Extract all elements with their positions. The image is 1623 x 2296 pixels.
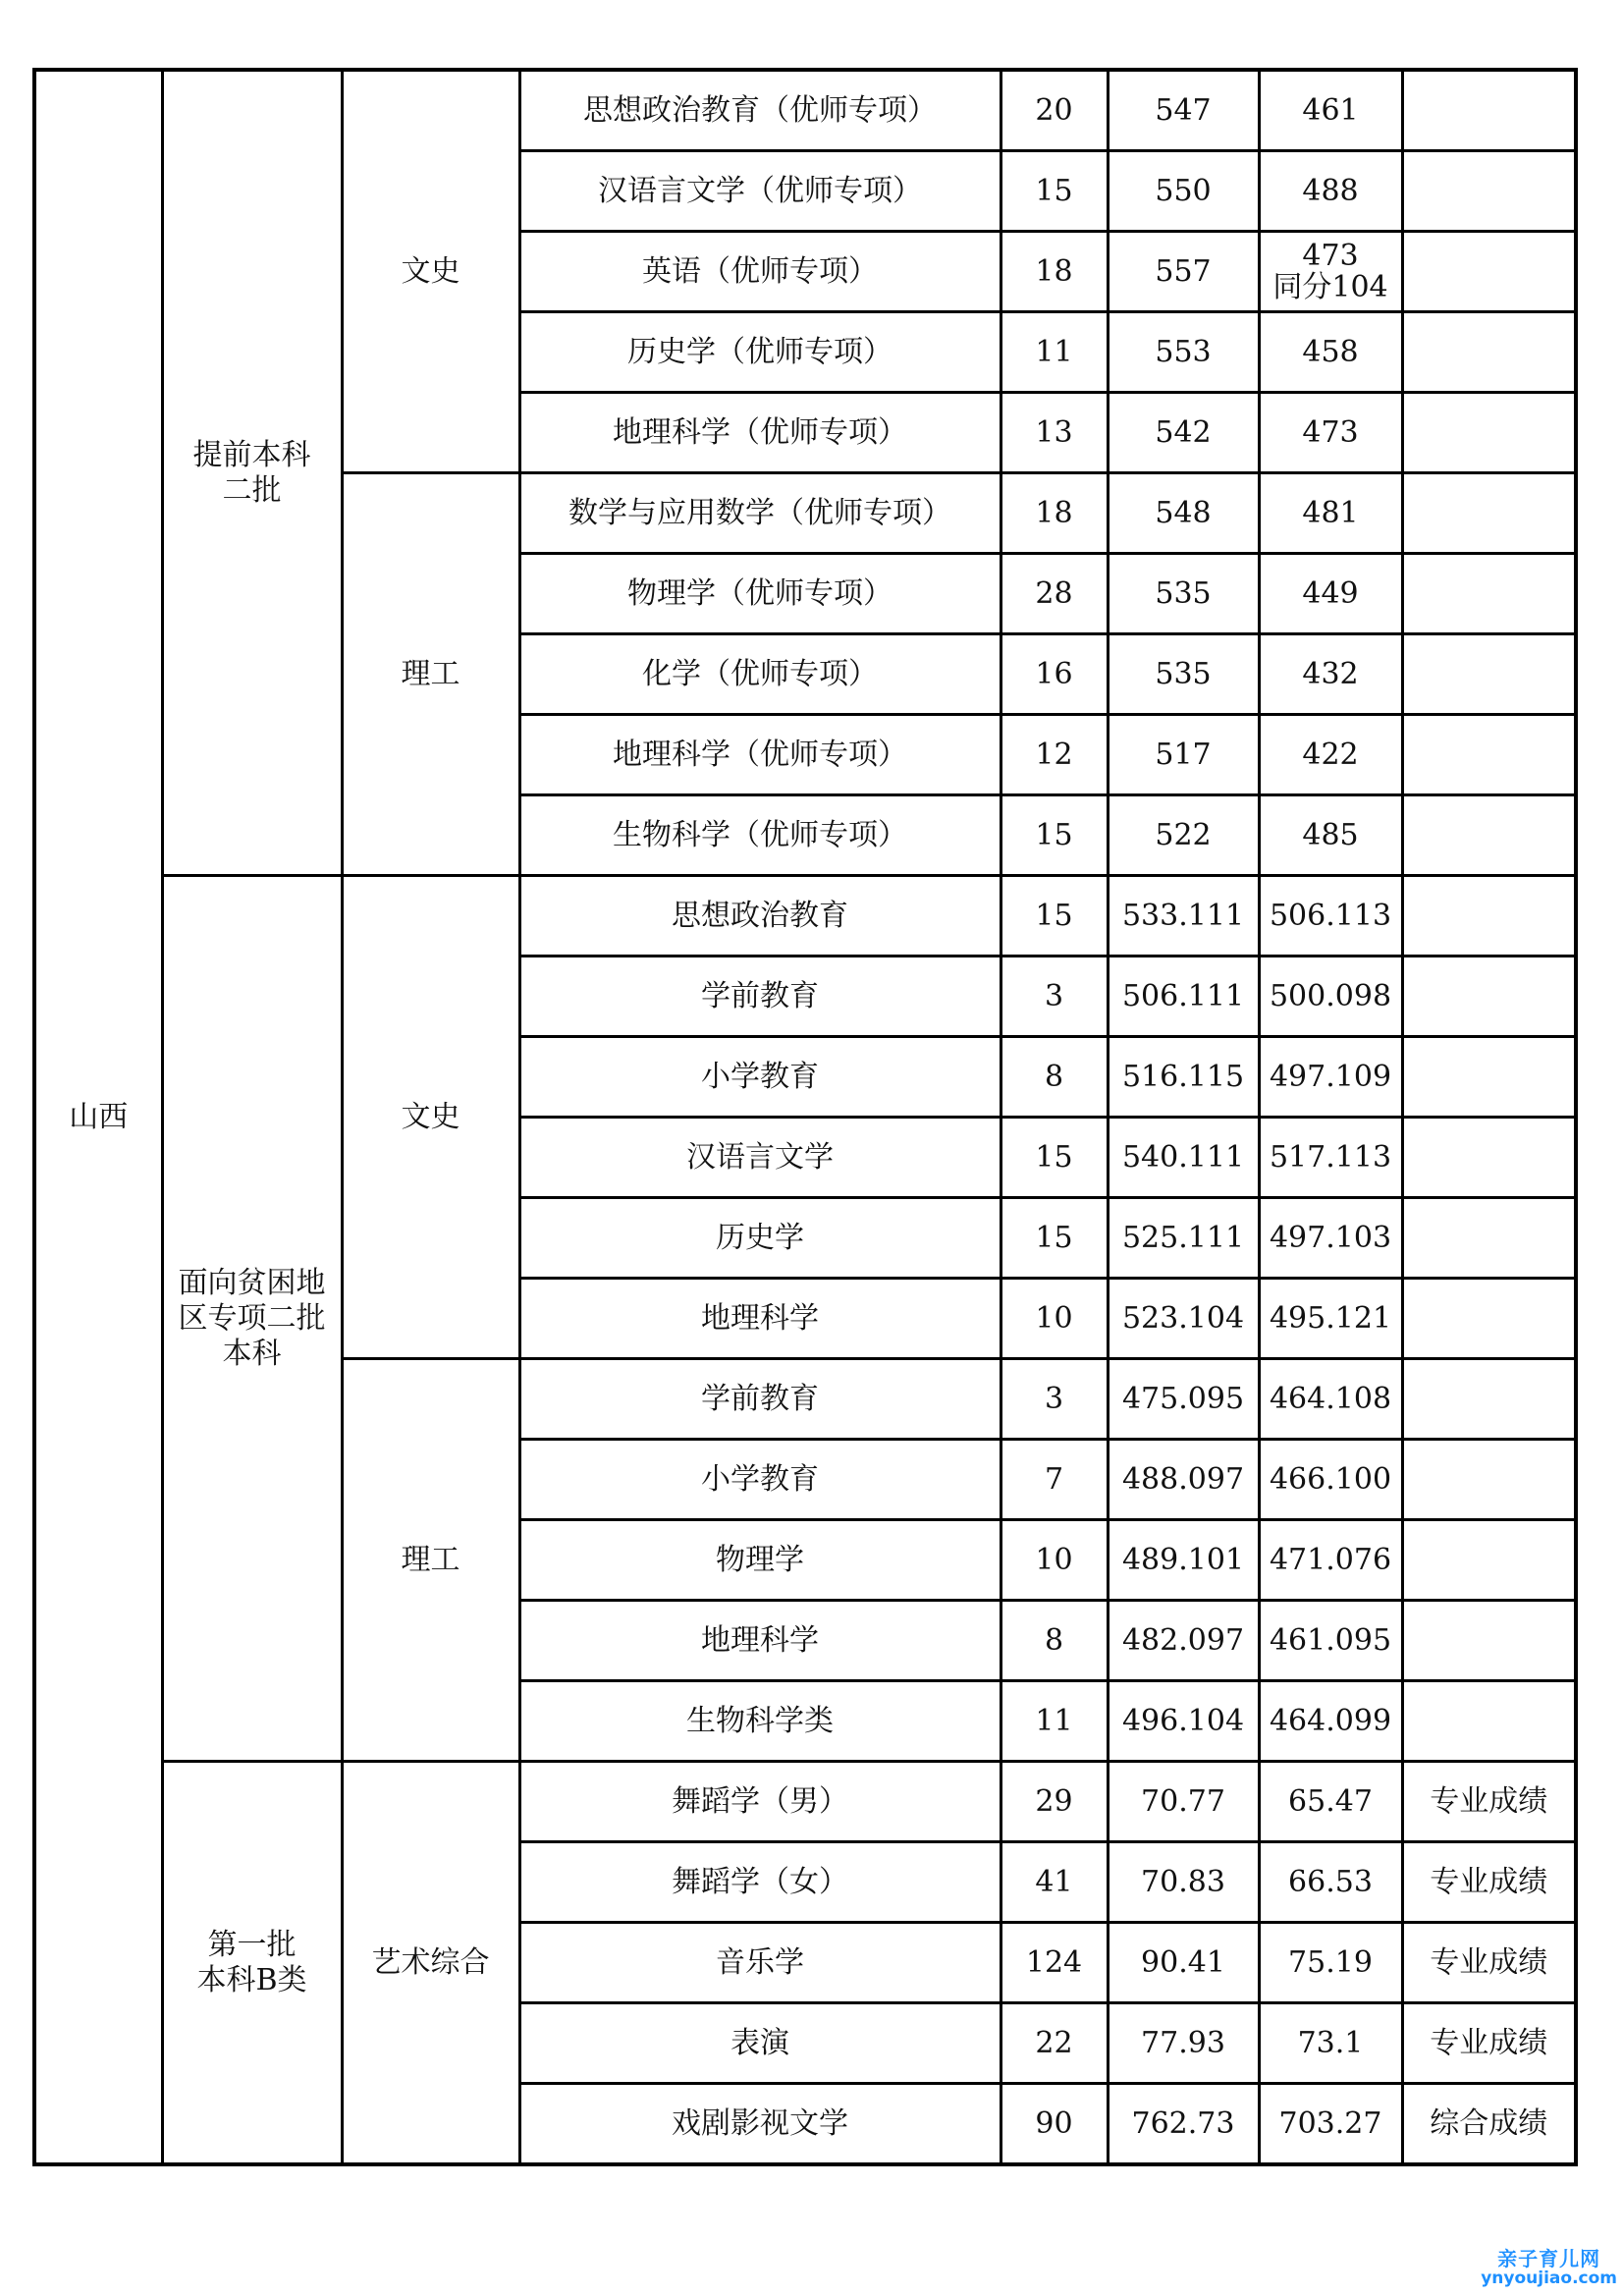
batch-name-line: 本科B类 [196,1962,307,1997]
plan-count-cell: 124 [1001,1923,1108,2003]
batch-name-line: 本科 [222,1336,282,1371]
major-cell: 地理科学 [519,1601,1001,1681]
max-score-cell: 525.111 [1108,1198,1259,1279]
max-score-cell: 547 [1108,70,1259,151]
max-score-cell: 70.77 [1108,1762,1259,1842]
table-row [34,1762,1576,1842]
note-cell [1402,1359,1576,1440]
max-score-cell: 77.93 [1108,2003,1259,2084]
note-cell [1402,1198,1576,1279]
batch-cell [162,70,342,876]
min-score-cell: 466.100 [1259,1440,1402,1520]
plan-count-cell: 15 [1001,876,1108,957]
min-score-cell: 471.076 [1259,1520,1402,1601]
note-cell [1402,1601,1576,1681]
note-cell [1402,473,1576,554]
plan-count-cell: 20 [1001,70,1108,151]
major-cell: 表演 [519,2003,1001,2084]
plan-count-cell: 11 [1001,312,1108,393]
min-score-cell: 73.1 [1259,2003,1402,2084]
plan-count-cell: 10 [1001,1520,1108,1601]
note-cell: 专业成绩 [1402,1923,1576,2003]
plan-count-cell: 8 [1001,1601,1108,1681]
plan-count-cell: 3 [1001,957,1108,1037]
major-cell: 地理科学（优师专项） [519,715,1001,795]
min-score-cell: 500.098 [1259,957,1402,1037]
note-cell [1402,1440,1576,1520]
plan-count-cell: 7 [1001,1440,1108,1520]
note-cell [1402,312,1576,393]
note-cell [1402,1118,1576,1198]
major-cell: 生物科学（优师专项） [519,795,1001,876]
plan-count-cell: 10 [1001,1279,1108,1359]
min-score-cell: 497.109 [1259,1037,1402,1118]
min-score-cell: 464.099 [1259,1681,1402,1762]
major-cell: 历史学（优师专项） [519,312,1001,393]
note-cell: 专业成绩 [1402,1762,1576,1842]
note-cell: 专业成绩 [1402,2003,1576,2084]
major-cell: 汉语言文学 [519,1118,1001,1198]
max-score-cell: 548 [1108,473,1259,554]
min-score-cell: 65.47 [1259,1762,1402,1842]
plan-count-cell: 13 [1001,393,1108,473]
major-cell: 学前教育 [519,1359,1001,1440]
category-cell: 艺术综合 [342,1762,519,2165]
max-score-cell: 535 [1108,634,1259,715]
min-score-cell: 66.53 [1259,1842,1402,1923]
batch-cell [162,876,342,1762]
max-score-cell: 557 [1108,232,1259,312]
max-score-cell: 553 [1108,312,1259,393]
max-score-cell: 488.097 [1108,1440,1259,1520]
category-cell: 文史 [342,70,519,473]
max-score-cell: 90.41 [1108,1923,1259,2003]
major-cell: 思想政治教育 [519,876,1001,957]
major-cell: 舞蹈学（女） [519,1842,1001,1923]
major-cell: 思想政治教育（优师专项） [519,70,1001,151]
max-score-cell: 523.104 [1108,1279,1259,1359]
major-cell: 舞蹈学（男） [519,1762,1001,1842]
max-score-cell: 475.095 [1108,1359,1259,1440]
min-score-cell: 485 [1259,795,1402,876]
category-cell: 文史 [342,876,519,1359]
major-cell: 地理科学（优师专项） [519,393,1001,473]
tie-score-note: 同分104 [1272,269,1388,304]
max-score-cell: 533.111 [1108,876,1259,957]
plan-count-cell: 15 [1001,1118,1108,1198]
watermark-line1: 亲子育儿网 [1497,2247,1601,2270]
major-cell: 小学教育 [519,1037,1001,1118]
note-cell [1402,715,1576,795]
major-cell: 物理学 [519,1520,1001,1601]
major-cell: 数学与应用数学（优师专项） [519,473,1001,554]
min-score-cell: 458 [1259,312,1402,393]
plan-count-cell: 3 [1001,1359,1108,1440]
min-score-cell: 517.113 [1259,1118,1402,1198]
min-score-cell: 75.19 [1259,1923,1402,2003]
major-cell: 化学（优师专项） [519,634,1001,715]
note-cell [1402,876,1576,957]
major-cell: 学前教育 [519,957,1001,1037]
major-cell: 地理科学 [519,1279,1001,1359]
min-score-cell: 464.108 [1259,1359,1402,1440]
category-cell: 理工 [342,473,519,876]
max-score-cell: 540.111 [1108,1118,1259,1198]
note-cell: 综合成绩 [1402,2084,1576,2165]
major-cell: 生物科学类 [519,1681,1001,1762]
min-score-cell: 497.103 [1259,1198,1402,1279]
note-cell [1402,1520,1576,1601]
min-score-cell: 473 [1259,393,1402,473]
max-score-cell: 535 [1108,554,1259,634]
batch-cell [162,1762,342,2165]
note-cell [1402,1279,1576,1359]
plan-count-cell: 15 [1001,151,1108,232]
plan-count-cell: 29 [1001,1762,1108,1842]
min-score-cell: 703.27 [1259,2084,1402,2165]
batch-name-line: 二批 [222,472,282,508]
max-score-cell: 70.83 [1108,1842,1259,1923]
plan-count-cell: 8 [1001,1037,1108,1118]
note-cell [1402,957,1576,1037]
table-row [34,876,1576,957]
note-cell [1402,795,1576,876]
major-cell: 戏剧影视文学 [519,2084,1001,2165]
max-score-cell: 489.101 [1108,1520,1259,1601]
province-cell: 山西 [34,70,162,2164]
min-score-cell: 495.121 [1259,1279,1402,1359]
plan-count-cell: 11 [1001,1681,1108,1762]
max-score-cell: 550 [1108,151,1259,232]
min-score-cell: 449 [1259,554,1402,634]
major-cell: 汉语言文学（优师专项） [519,151,1001,232]
plan-count-cell: 90 [1001,2084,1108,2165]
watermark-line2: ynyoujiao.com [1481,2269,1617,2288]
watermark-logo [1481,2248,1617,2288]
plan-count-cell: 28 [1001,554,1108,634]
min-score-cell: 461.095 [1259,1601,1402,1681]
table-row [34,70,1576,151]
batch-name-line: 第一批 [207,1927,297,1962]
batch-name-line: 区专项二批 [178,1300,326,1336]
max-score-cell: 516.115 [1108,1037,1259,1118]
plan-count-cell: 22 [1001,2003,1108,2084]
note-cell [1402,70,1576,151]
note-cell [1402,1681,1576,1762]
major-cell: 历史学 [519,1198,1001,1279]
note-cell [1402,554,1576,634]
max-score-cell: 762.73 [1108,2084,1259,2165]
note-cell [1402,232,1576,312]
min-score-cell: 432 [1259,634,1402,715]
plan-count-cell: 15 [1001,1198,1108,1279]
max-score-cell: 496.104 [1108,1681,1259,1762]
min-score-cell: 488 [1259,151,1402,232]
plan-count-cell: 18 [1001,473,1108,554]
batch-name-line: 提前本科 [192,437,311,472]
plan-count-cell: 18 [1001,232,1108,312]
max-score-cell: 517 [1108,715,1259,795]
min-score-cell: 461 [1259,70,1402,151]
major-cell: 英语（优师专项） [519,232,1001,312]
max-score-cell: 542 [1108,393,1259,473]
plan-count-cell: 12 [1001,715,1108,795]
note-cell [1402,1037,1576,1118]
note-cell [1402,151,1576,232]
plan-count-cell: 16 [1001,634,1108,715]
major-cell: 物理学（优师专项） [519,554,1001,634]
major-cell: 音乐学 [519,1923,1001,2003]
min-score-value: 473 [1302,238,1359,273]
plan-count-cell: 41 [1001,1842,1108,1923]
note-cell [1402,634,1576,715]
min-score-cell [1259,232,1402,312]
note-cell: 专业成绩 [1402,1842,1576,1923]
min-score-cell: 422 [1259,715,1402,795]
batch-name-line: 面向贫困地 [178,1265,326,1300]
max-score-cell: 522 [1108,795,1259,876]
major-cell: 小学教育 [519,1440,1001,1520]
min-score-cell: 481 [1259,473,1402,554]
plan-count-cell: 15 [1001,795,1108,876]
max-score-cell: 506.111 [1108,957,1259,1037]
note-cell [1402,393,1576,473]
admission-score-table [32,68,1578,2166]
min-score-cell: 506.113 [1259,876,1402,957]
category-cell: 理工 [342,1359,519,1762]
max-score-cell: 482.097 [1108,1601,1259,1681]
